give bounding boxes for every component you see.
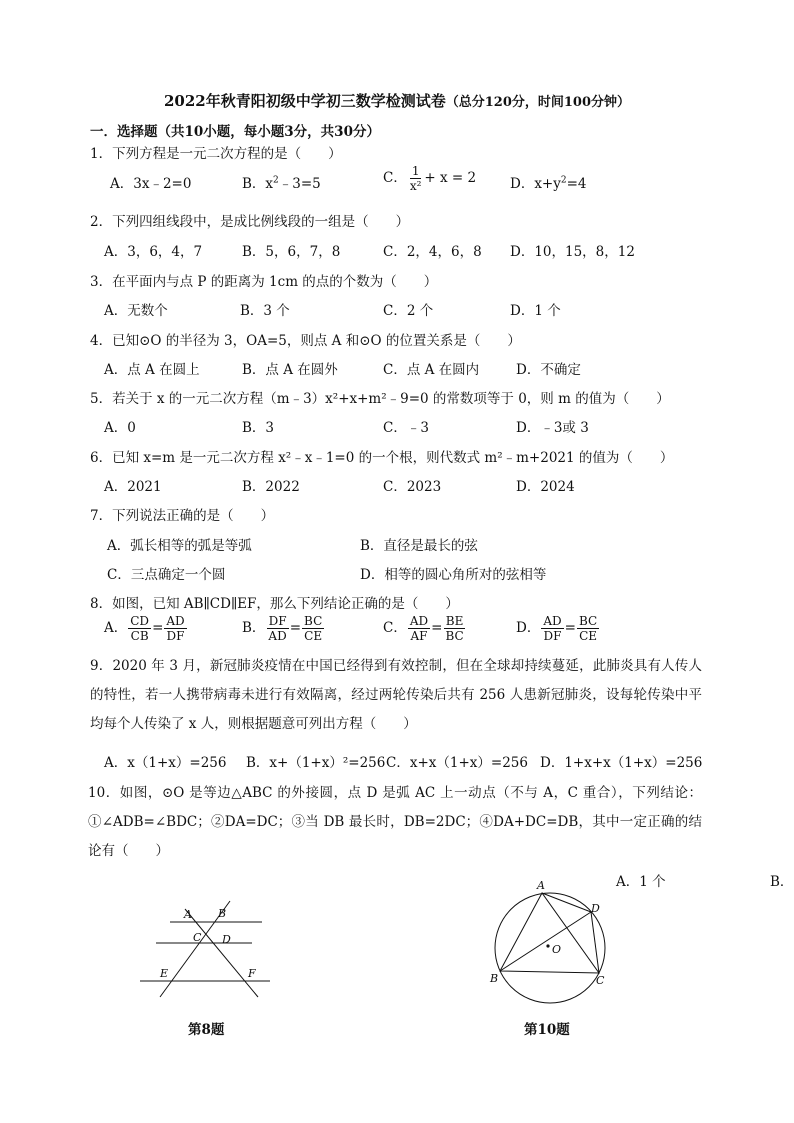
q4-option-c: C．点 A 在圆内 <box>383 362 480 378</box>
q1-option-b: B．$x^2﹣3=5$ <box>242 175 321 192</box>
center-point <box>546 944 549 947</box>
q9-option-c: C．x+x（1+x）=256 <box>386 755 528 771</box>
q8-b-d1: AD <box>268 629 287 643</box>
figure-10-caption: 第10题 <box>524 1022 570 1038</box>
q3-option-c: C．2 个 <box>383 303 434 319</box>
q8-a-n1: CD <box>130 614 150 628</box>
q1-c-den: x² <box>409 179 422 193</box>
q8-a-n2: AD <box>166 614 185 628</box>
question-3-stem: 3．在平面内与点 P 的距离为 1cm 的点的个数为（ ） <box>90 274 438 290</box>
q8-c-frac-1 <box>408 614 430 643</box>
label-f: F <box>248 967 256 980</box>
question-1-stem: 1．下列方程是一元二次方程的是（ ） <box>90 146 342 162</box>
q8-b-n1: DF <box>268 614 287 628</box>
q2-option-a: A．3，6，4，7 <box>104 244 203 260</box>
question-7-stem: 7．下列说法正确的是（ ） <box>90 508 275 524</box>
figure-8-parallel-lines <box>130 895 280 1010</box>
question-2-stem: 2．下列四组线段中，是成比例线段的一组是（ ） <box>90 214 410 230</box>
q8-a-label: A． <box>104 620 128 636</box>
q8-c-label: C． <box>383 620 407 636</box>
q1-b-text: B．x <box>242 176 274 192</box>
q7-option-a: A．弧长相等的弧是等弧 <box>107 538 252 554</box>
q10-option-a: A．1 个 <box>616 874 666 890</box>
section-heading: 一．选择题（共10小题，每小题3分，共30分） <box>90 124 380 140</box>
figure-8-caption: 第8题 <box>188 1022 225 1038</box>
q8-b-frac-1 <box>266 614 288 643</box>
q8-c-frac-2 <box>443 614 465 643</box>
q4-option-b: B．点 A 在圆外 <box>242 362 338 378</box>
q9-option-b: B．x+（1+x）²=256 <box>246 755 386 771</box>
q3-option-a: A．无数个 <box>104 303 168 319</box>
q6-option-d: D．2024 <box>516 479 575 495</box>
label-o: O <box>552 943 562 956</box>
q6-option-c: C．2023 <box>383 479 442 495</box>
circle-o <box>495 893 605 1003</box>
q8-d-n1: AD <box>543 614 562 628</box>
label-a: A <box>184 908 192 921</box>
q8-d-n2: BC <box>578 614 598 628</box>
q1-c-fraction <box>408 164 424 193</box>
q10-option-b: B． <box>770 874 794 890</box>
q2-option-d: D．10，15，8，12 <box>510 244 635 260</box>
q6-option-b: B．2022 <box>242 479 300 495</box>
q1-c-text: + x = 2 <box>424 170 477 186</box>
q4-option-d: D．不确定 <box>516 362 581 378</box>
q5-option-c: C．﹣3 <box>383 420 429 436</box>
label-d: D <box>591 902 600 915</box>
label-d: D <box>222 933 231 946</box>
q1-option-c <box>383 164 476 193</box>
q8-b-frac-2 <box>302 614 324 643</box>
q3-option-d: D．1 个 <box>510 303 561 319</box>
q5-option-b: B．3 <box>242 420 275 436</box>
question-9-stem: 9．2020 年 3 月，新冠肺炎疫情在中国已经得到有效控制，但在全球却持续蔓延，此肺炎具有人传人的特性，若一人携带病毒未进行有效隔离，经过两轮传染后共有 256 人患新冠肺炎，设每轮传染中平均每个人传染了 x 人，则根据题意可列出方程（ ） <box>90 658 702 732</box>
q8-c-n2: BE <box>445 614 464 628</box>
q8-option-a: A． $\frac{CD}{CB}$ = $\frac{AD}{DF}$ <box>104 614 185 643</box>
q8-c-d2: BC <box>445 629 464 643</box>
q2-option-b: B．5，6，7，8 <box>242 244 341 260</box>
label-c: C <box>193 931 202 944</box>
q2-option-c: C．2，4，6，8 <box>383 244 482 260</box>
q9-option-a: A．x（1+x）=256 <box>104 755 227 771</box>
q7-option-d: D．相等的圆心角所对的弦相等 <box>360 567 547 583</box>
q9-option-d: D．1+x+x（1+x）=256 <box>540 755 703 771</box>
q6-option-a: A．2021 <box>104 479 162 495</box>
label-b: B <box>218 907 227 920</box>
q8-option-b: B． $\frac{DF}{AD}$ = $\frac{BC}{CE}$ <box>242 614 323 643</box>
q8-option-c: C． $\frac{AD}{AF}$ = $\frac{BE}{BC}$ <box>383 614 464 643</box>
q3-option-b: B．3 个 <box>240 303 290 319</box>
q1-option-d: D．$x+y^2=4$ <box>510 175 587 192</box>
label-a: A <box>537 879 545 892</box>
q8-a-d2: DF <box>166 629 185 643</box>
q8-d-label: D． <box>516 620 541 636</box>
question-8-stem: 8．如图，已知 AB∥CD∥EF，那么下列结论正确的是（ ） <box>90 596 459 612</box>
q8-c-n1: AD <box>409 614 429 628</box>
q1-c-label: C． <box>383 170 407 186</box>
q8-d-frac-1 <box>541 614 563 643</box>
q8-a-frac-1 <box>128 614 151 643</box>
label-e: E <box>160 967 169 980</box>
q1-d-text-2: =4 <box>566 176 587 192</box>
q1-b-text-2: ﹣3=5 <box>278 176 321 192</box>
title-sub: （总分120分，时间100分钟） <box>445 95 631 110</box>
q8-d-frac-2 <box>577 614 599 643</box>
q7-option-b: B．直径是最长的弦 <box>360 538 478 554</box>
label-b: B <box>490 972 499 985</box>
q5-option-d: D．﹣3或 3 <box>516 420 589 436</box>
question-6-stem: 6．已知 x=m 是一元二次方程 x²﹣x﹣1=0 的一个根，则代数式 m²﹣m+2021 的值为（ ） <box>90 450 674 466</box>
question-4-stem: 4．已知⊙O 的半径为 3，OA=5，则点 A 和⊙O 的位置关系是（ ） <box>90 333 521 349</box>
page-title <box>0 90 794 111</box>
q8-option-d: D． $\frac{AD}{DF}$ = $\frac{BC}{CE}$ <box>516 614 598 643</box>
figure-10-circle <box>480 878 630 1013</box>
q8-d-d1: DF <box>543 629 562 643</box>
q8-c-d1: AF <box>410 629 428 643</box>
q1-c-num: 1 <box>411 164 420 178</box>
q7-option-c: C．三点确定一个圆 <box>107 567 226 583</box>
q4-option-a: A．点 A 在圆上 <box>104 362 200 378</box>
q8-b-label: B． <box>242 620 266 636</box>
q8-b-n2: BC <box>304 614 323 628</box>
q8-d-d2: CE <box>579 629 598 643</box>
q1-d-text: D．x+y <box>510 176 561 192</box>
q8-a-frac-2 <box>164 614 186 643</box>
label-c: C <box>596 974 605 987</box>
q8-b-d2: CE <box>304 629 323 643</box>
segment-bd <box>500 912 591 971</box>
title-main: 2022年秋青阳初级中学初三数学检测试卷 <box>163 92 446 110</box>
q1-option-a: A．3x﹣2=0 <box>110 176 192 192</box>
question-10-stem: 10．如图，⊙O 是等边△ABC 的外接圆，点 D 是弧 AC 上一动点（不与 A，C 重合），下列结论：①∠ADB=∠BDC；②DA=DC；③当 DB 最长时，DB=2DC；④DA+DC=DB，其中一定正确的结论有（ ） <box>88 785 702 859</box>
q5-option-a: A．0 <box>104 420 136 436</box>
q8-a-d1: CB <box>130 629 149 643</box>
question-5-stem: 5．若关于 x 的一元二次方程（m﹣3）x²+x+m²﹣9=0 的常数项等于 0，则 m 的值为（ ） <box>90 391 670 407</box>
